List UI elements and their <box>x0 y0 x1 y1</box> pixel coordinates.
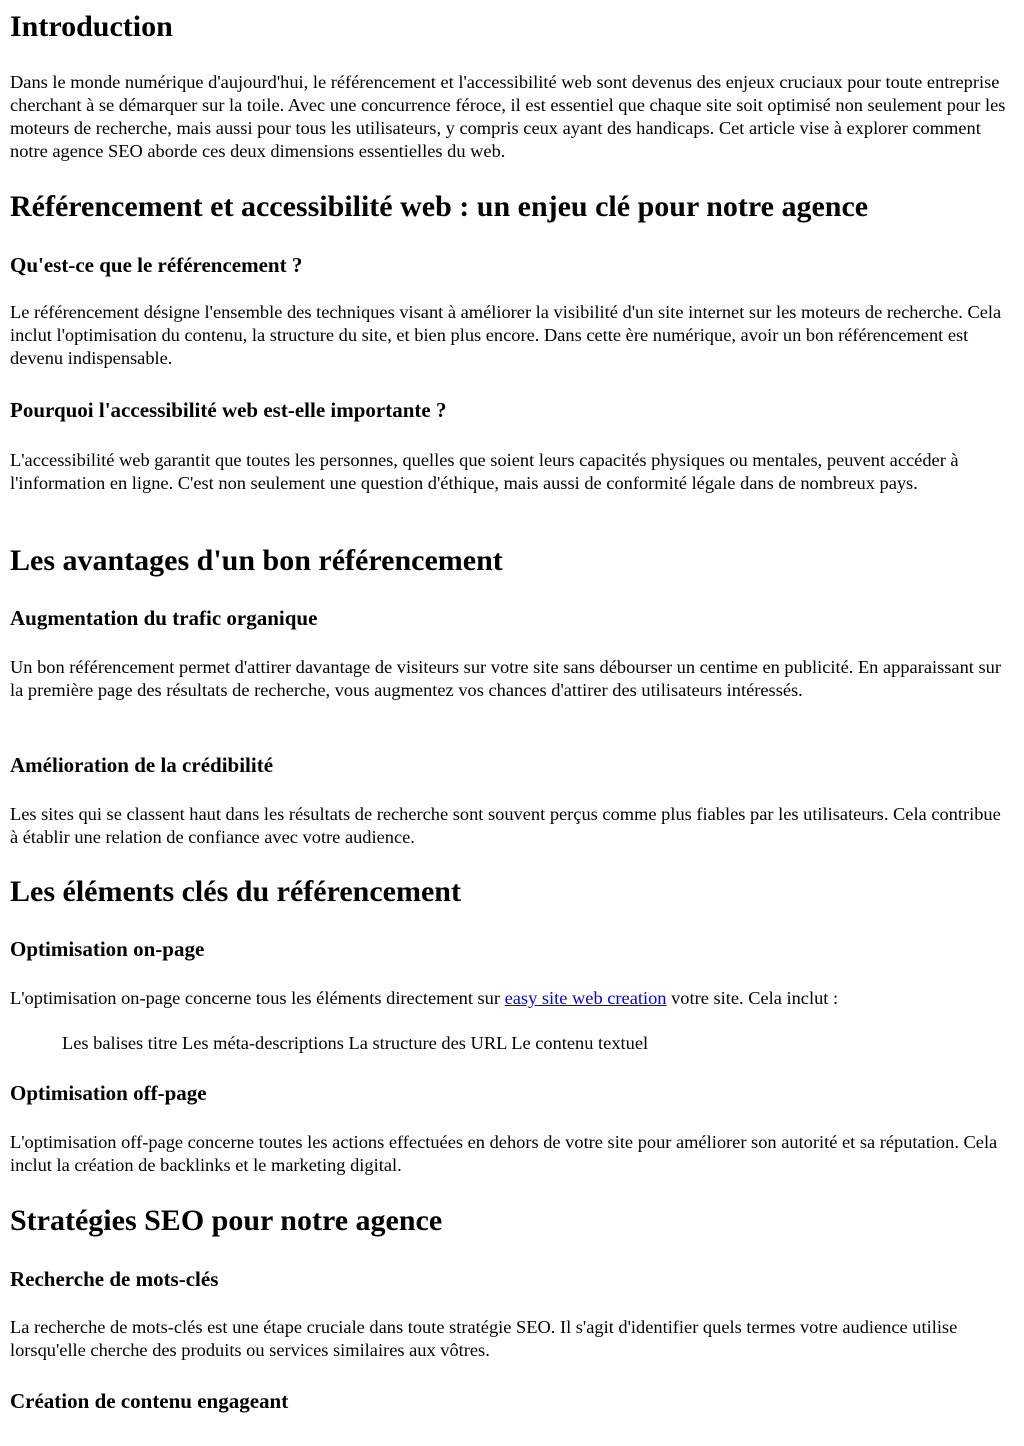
easy-site-link[interactable]: easy site web creation <box>504 988 667 1008</box>
paragraph-on-page-before: L'optimisation on-page concerne tous les éléments directement sur <box>10 988 505 1008</box>
subheading-trafic: Augmentation du trafic organique <box>10 606 318 630</box>
subheading-off-page: Optimisation off-page <box>10 1081 207 1105</box>
paragraph-trafic: Un bon référencement permet d'attirer davantage de visiteurs sur votre site sans débourser un centime en publicité. En apparaissant sur la première page des résultats de recherche, vous augmentez vos chances d'attirer des utilisateurs intéressés. <box>10 657 1001 700</box>
heading-enjeu: Référencement et accessibilité web : un enjeu clé pour notre agence <box>10 190 869 223</box>
subheading-referencement: Qu'est-ce que le référencement ? <box>10 253 303 277</box>
paragraph-introduction: Dans le monde numérique d'aujourd'hui, le référencement et l'accessibilité web sont devenus des enjeux cruciaux pour toute entreprise cherchant à se démarquer sur la toile. Avec une concurrence féroce, il est essentiel que chaque site soit optimisé non seulement pour les moteurs de recherche, mais aussi pour tous les utilisateurs, y compris ceux ayant des handicaps. Cet article vise à explorer comment notre agence SEO aborde ces deux dimensions essentielles du web. <box>10 72 1006 161</box>
paragraph-referencement: Le référencement désigne l'ensemble des techniques visant à améliorer la visibilité d'un site internet sur les moteurs de recherche. Cela inclut l'optimisation du contenu, la structure du site, et bien plus encore. Dans cette ère numérique, avoir un bon référencement est devenu indispensable. <box>10 302 1002 368</box>
subheading-accessibilite: Pourquoi l'accessibilité web est-elle importante ? <box>10 398 447 422</box>
paragraph-on-page-after: votre site. Cela inclut : <box>666 988 839 1008</box>
paragraph-off-page: L'optimisation off-page concerne toutes les actions effectuées en dehors de votre site pour améliorer son autorité et sa réputation. Cela inclut la création de backlinks et le marketing digital. <box>10 1132 998 1175</box>
on-page-list: Les balises titre Les méta-descriptions La structure des URL Le contenu textuel <box>62 1033 649 1053</box>
paragraph-credibilite: Les sites qui se classent haut dans les résultats de recherche sont souvent perçus comme plus fiables par les utilisateurs. Cela contribue à établir une relation de confiance avec votre audience. <box>10 804 1001 847</box>
heading-introduction: Introduction <box>10 10 173 43</box>
heading-avantages: Les avantages d'un bon référencement <box>10 544 503 577</box>
subheading-credibilite: Amélioration de la crédibilité <box>10 753 274 777</box>
subheading-on-page: Optimisation on-page <box>10 937 205 961</box>
heading-elements: Les éléments clés du référencement <box>10 875 461 908</box>
subheading-contenu: Création de contenu engageant <box>10 1389 289 1413</box>
paragraph-accessibilite: L'accessibilité web garantit que toutes les personnes, quelles que soient leurs capacités physiques ou mentales, peuvent accéder à l'information en ligne. C'est non seulement une question d'éthique, mais aussi de conformité légale dans de nombreux pays. <box>10 450 959 493</box>
heading-strategies: Stratégies SEO pour notre agence <box>10 1204 443 1237</box>
paragraph-mots-cles: La recherche de mots-clés est une étape cruciale dans toute stratégie SEO. Il s'agit d'identifier quels termes votre audience utilise lorsqu'elle cherche des produits ou services similaires aux vôtres. <box>10 1317 958 1360</box>
paragraph-on-page <box>10 987 1010 1010</box>
subheading-mots-cles: Recherche de mots-clés <box>10 1267 219 1291</box>
